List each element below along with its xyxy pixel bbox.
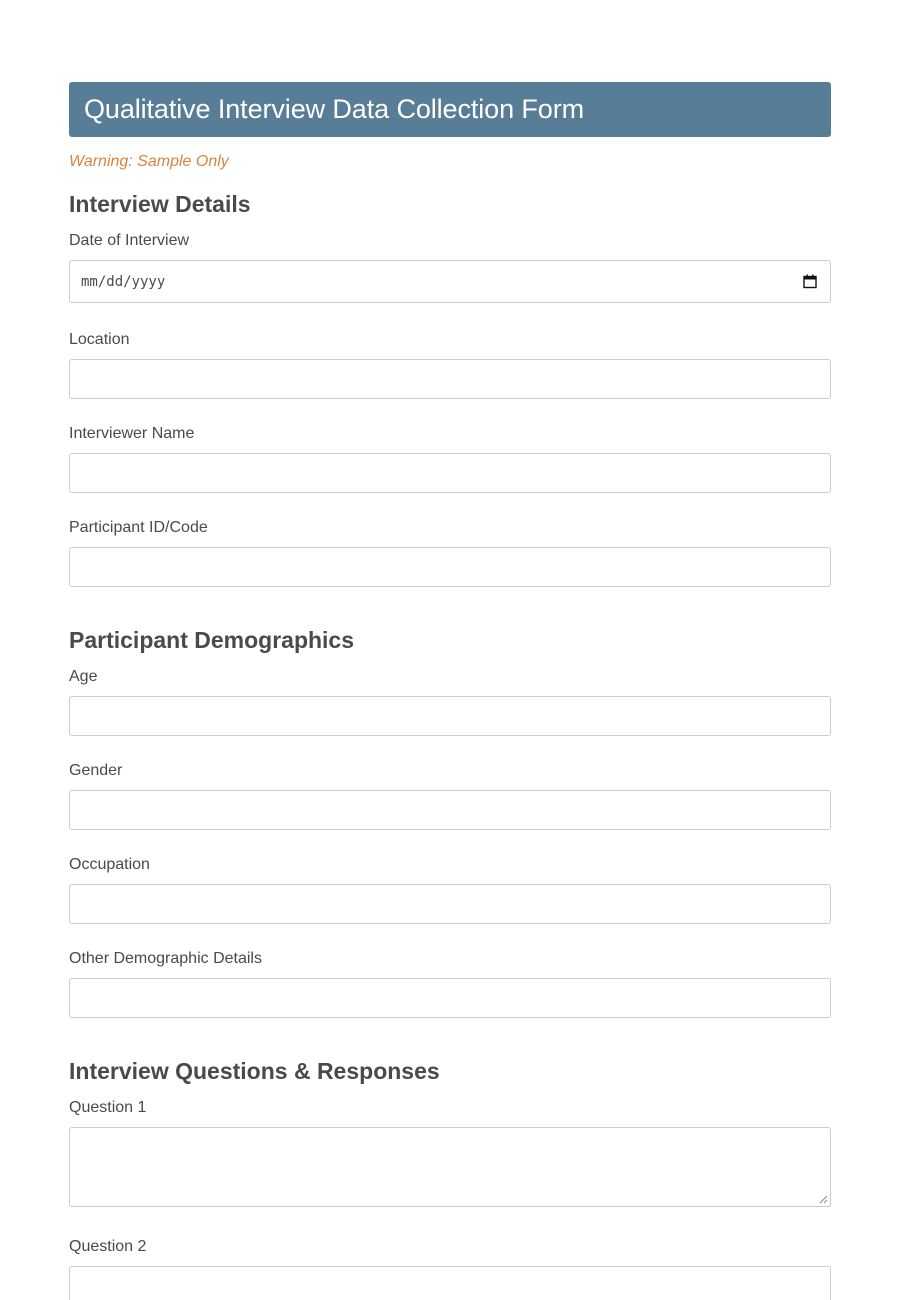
resize-grip-icon[interactable] — [819, 1195, 828, 1204]
location-label: Location — [69, 331, 130, 348]
other-demographic-label: Other Demographic Details — [69, 950, 262, 967]
other-demographic-input[interactable] — [69, 978, 831, 1018]
occupation-label: Occupation — [69, 856, 150, 873]
calendar-icon[interactable] — [803, 274, 817, 289]
sample-warning: Warning: Sample Only — [69, 153, 229, 170]
occupation-input[interactable] — [69, 884, 831, 924]
interview-form — [69, 82, 831, 1300]
participant-id-input[interactable] — [69, 547, 831, 587]
age-input[interactable] — [69, 696, 831, 736]
age-label: Age — [69, 668, 98, 685]
gender-input[interactable] — [69, 790, 831, 830]
question-1-response[interactable] — [69, 1127, 831, 1207]
form-title: Qualitative Interview Data Collection Form — [84, 94, 584, 124]
section-heading-questions: Interview Questions & Responses — [69, 1058, 440, 1084]
date-placeholder: mm/dd/yyyy — [81, 273, 166, 290]
participant-id-label: Participant ID/Code — [69, 519, 208, 536]
question-2-response[interactable] — [69, 1266, 831, 1300]
question-2-label: Question 2 — [69, 1238, 147, 1255]
date-of-interview-input[interactable] — [69, 260, 831, 303]
question-1-label: Question 1 — [69, 1099, 147, 1116]
section-heading-interview-details: Interview Details — [69, 191, 251, 217]
form-title-bar — [69, 82, 831, 137]
interviewer-name-input[interactable] — [69, 453, 831, 493]
gender-label: Gender — [69, 762, 123, 779]
interviewer-name-label: Interviewer Name — [69, 425, 195, 442]
section-heading-demographics: Participant Demographics — [69, 627, 355, 653]
date-of-interview-label: Date of Interview — [69, 232, 190, 249]
location-input[interactable] — [69, 359, 831, 399]
